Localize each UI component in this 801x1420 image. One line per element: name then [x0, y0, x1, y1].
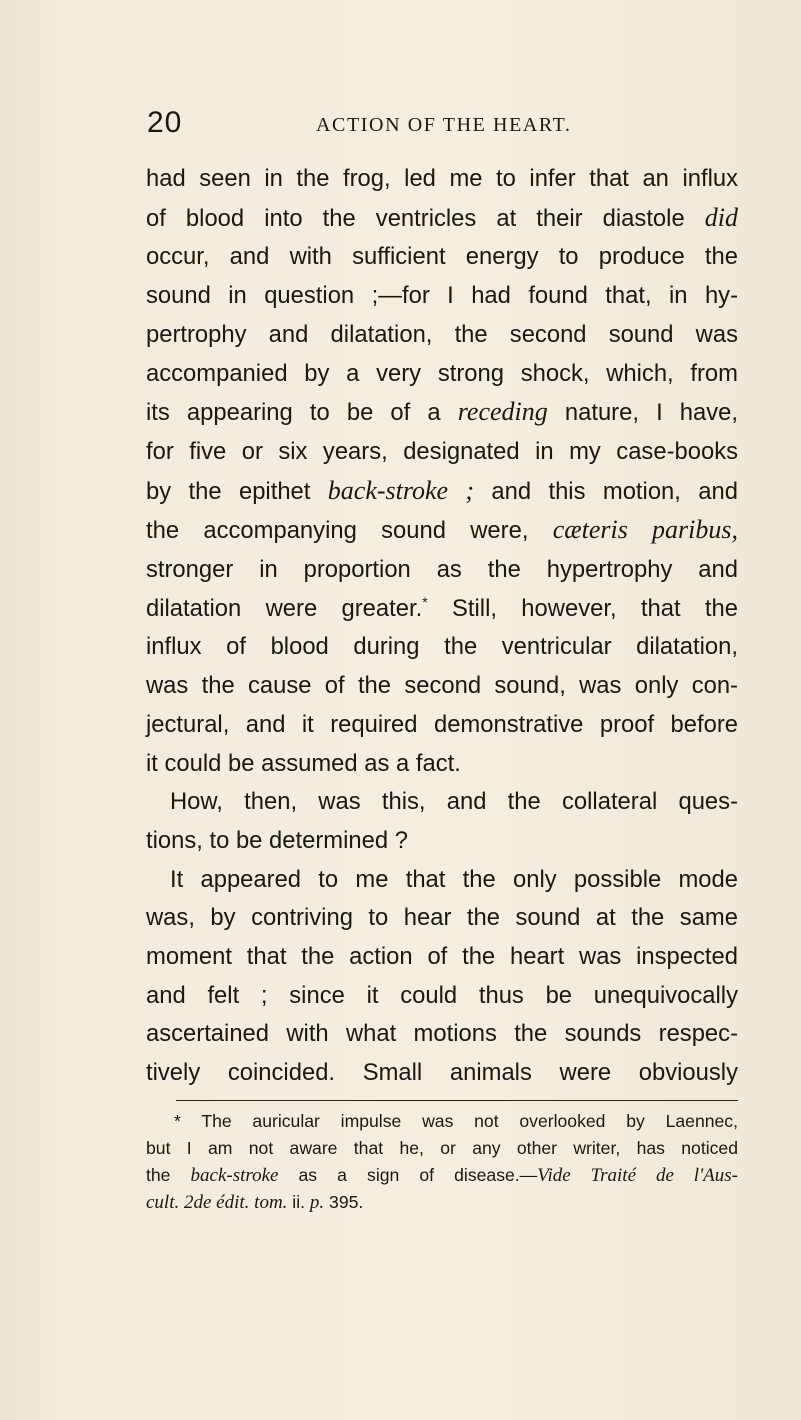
text-line: influx of blood during the ventricular dilatation, [146, 633, 738, 661]
text-line: but I am not aware that he, or any other writer, has noticed [146, 1138, 738, 1158]
emphasis: back-stroke [190, 1165, 279, 1186]
text-line: its appearing to be of a receding nature, I have, [146, 397, 739, 427]
text-line: pertrophy and dilatation, the second sound was [146, 320, 738, 348]
text-line: was the cause of the second sound, was only con- [146, 672, 738, 700]
text-line: * The auricular impulse was not overlooked by Laennec, [174, 1111, 738, 1131]
text-line: had seen in the frog, led me to infer that an influx [146, 165, 738, 192]
text-line: and felt ; since it could thus be unequivocally [146, 981, 738, 1009]
text-line: sound in question ;—for I had found that, in hy- [146, 282, 738, 310]
footnote-marker: * [422, 593, 428, 610]
text-line: How, then, was this, and the collateral ques- [170, 788, 738, 816]
text-line: cult. 2de édit. tom. ii. p. 395. [146, 1192, 364, 1213]
footnote-rule [176, 1100, 738, 1101]
emphasis: cæteris paribus, [552, 515, 738, 545]
page-header [0, 104, 801, 144]
text-line: of blood into the ventricles at their diastole did [146, 202, 738, 232]
emphasis: did [704, 202, 738, 232]
text-line: stronger in proportion as the hypertrophy and [146, 556, 738, 584]
text-line: dilatation were greater.* Still, however, that the [146, 593, 738, 622]
text-line: tively coincided. Small animals were obviously [146, 1059, 738, 1087]
citation: Vide Traité de l'Aus- [537, 1165, 738, 1186]
running-head: ACTION OF THE HEART. [316, 114, 572, 136]
footnote [146, 1108, 738, 1216]
text-line: tions, to be determined ? [146, 826, 408, 854]
paragraph-3 [146, 861, 738, 1093]
page-number: 20 [147, 106, 183, 139]
footnote-marker: * [174, 1111, 181, 1131]
body-text [146, 160, 738, 1093]
paragraph-1 [146, 160, 738, 783]
text-line: by the epithet back-stroke ; and this motion, and [146, 475, 738, 505]
emphasis: back-stroke ; [327, 475, 475, 505]
citation: cult. 2de édit. tom. [146, 1192, 288, 1213]
text-line: ascertained with what motions the sounds respec- [146, 1020, 738, 1048]
text-line: accompanied by a very strong shock, which, from [146, 359, 738, 387]
text-line: moment that the action of the heart was inspected [146, 943, 738, 971]
text-line: was, by contriving to hear the sound at the same [146, 904, 738, 932]
text-line: the accompanying sound were, cæteris paribus, [146, 515, 738, 545]
citation: p. [309, 1192, 325, 1213]
text-line: occur, and with sufficient energy to produce the [146, 243, 738, 271]
text-line: jectural, and it required demonstrative proof before [146, 710, 738, 738]
text-line: the back-stroke as a sign of disease.—Vide Traité de l'Aus- [146, 1165, 738, 1186]
paragraph-2 [146, 783, 738, 860]
text-line: for five or six years, designated in my case-books [146, 437, 738, 465]
text-line: It appeared to me that the only possible mode [170, 865, 738, 893]
text-line: it could be assumed as a fact. [146, 749, 461, 777]
emphasis: receding [457, 397, 548, 427]
